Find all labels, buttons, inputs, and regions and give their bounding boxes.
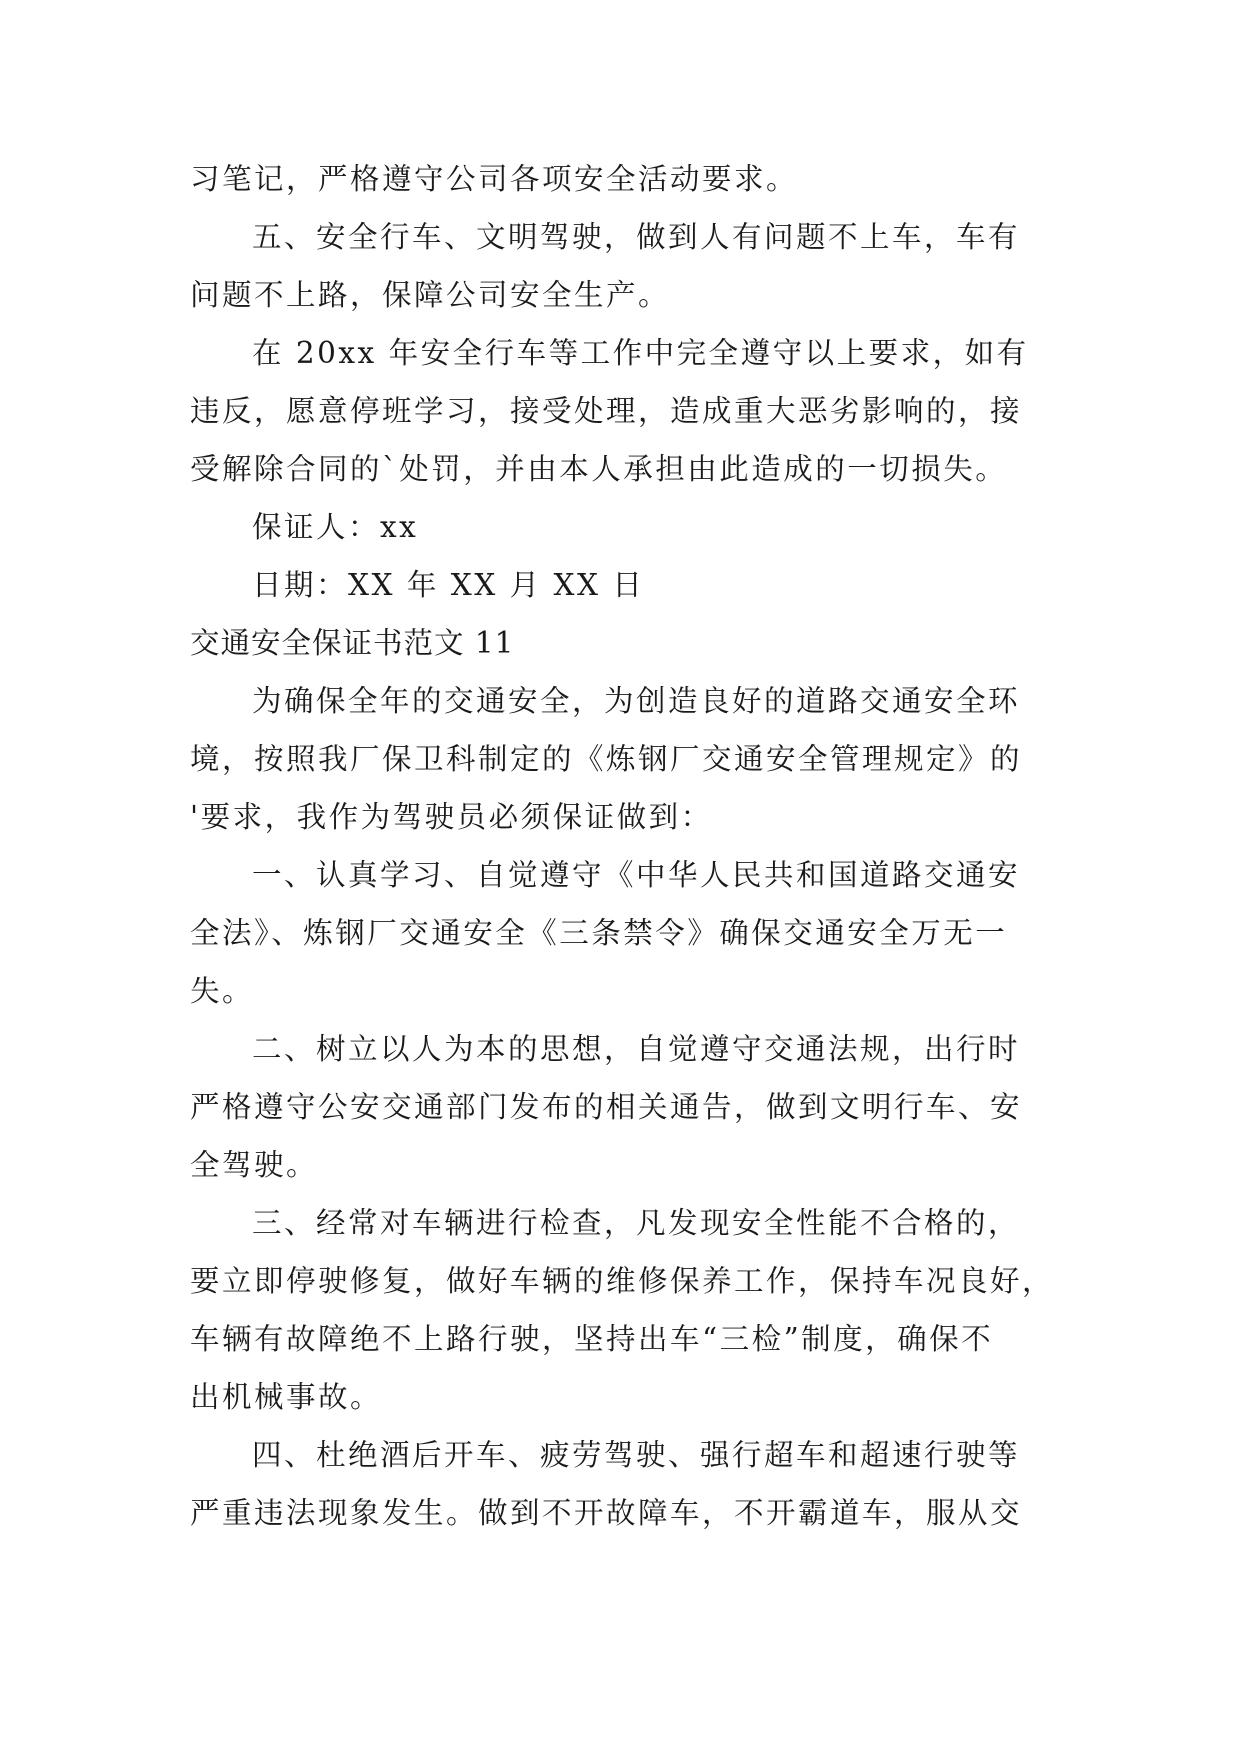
paragraph-line: 违反，愿意停班学习，接受处理，造成重大恶劣影响的，接 [190,394,1023,428]
paragraph-line: 在 20xx 年安全行车等工作中完全遵守以上要求，如有 [252,336,1029,370]
paragraph-line: 全法》、炼钢厂交通安全《三条禁令》确保交通安全万无一 [190,916,1008,950]
paragraph-line: 五、安全行车、文明驾驶，做到人有问题不上车，车有 [252,220,1021,254]
paragraph-line: 境，按照我厂保卫科制定的《炼钢厂交通安全管理规定》的 [190,742,1023,776]
paragraph-line: 要立即停驶修复，做好车辆的维修保养工作，保持车况良好， [190,1264,1055,1298]
paragraph-line: 出机械事故。 [190,1380,383,1414]
paragraph-line: 二、树立以人为本的思想，自觉遵守交通法规，出行时 [252,1032,1021,1066]
paragraph-line: 受解除合同的`处罚，并由本人承担由此造成的一切损失。 [190,452,1008,486]
date-line: 日期：XX 年 XX 月 XX 日 [252,568,645,602]
guarantor-line: 保证人：xx [252,510,419,544]
paragraph-line: 车辆有故障绝不上路行驶，坚持出车“三检”制度，确保不 [190,1322,994,1356]
paragraph-line: 严格遵守公安交通部门发布的相关通告，做到文明行车、安 [190,1090,1023,1124]
paragraph-line: 失。 [190,974,255,1008]
paragraph-line: 全驾驶。 [190,1148,319,1182]
paragraph-line: 习笔记，严格遵守公司各项安全活动要求。 [190,162,799,196]
document-body [190,150,1055,1542]
paragraph-line: '要求，我作为驾驶员必须保证做到： [190,800,713,834]
paragraph-line: 严重违法现象发生。做到不开故障车，不开霸道车，服从交 [190,1496,1023,1530]
paragraph-line: 问题不上路，保障公司安全生产。 [190,278,671,312]
section-title: 交通安全保证书范文 11 [190,626,515,660]
paragraph-line: 一、认真学习、自觉遵守《中华人民共和国道路交通安 [252,858,1021,892]
paragraph-line: 三、经常对车辆进行检查，凡发现安全性能不合格的， [252,1206,1021,1240]
paragraph-line: 为确保全年的交通安全，为创造良好的道路交通安全环 [252,684,1021,718]
paragraph-line: 四、杜绝酒后开车、疲劳驾驶、强行超车和超速行驶等 [252,1438,1021,1472]
